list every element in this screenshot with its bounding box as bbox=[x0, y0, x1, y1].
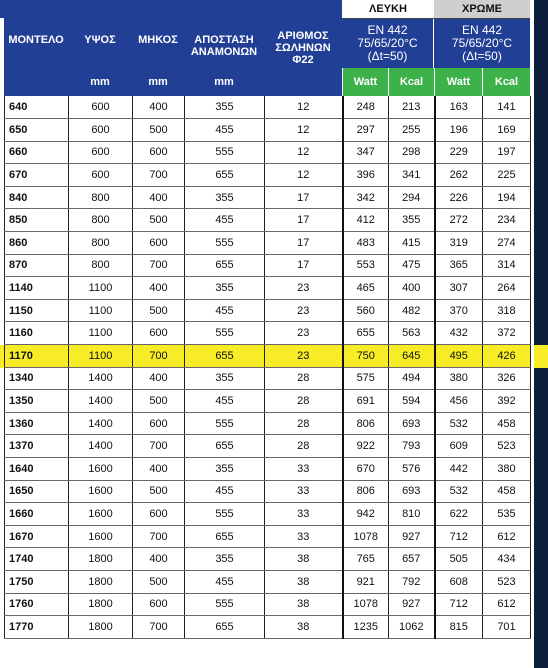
cell-tubes: 12 bbox=[265, 164, 343, 187]
group-header-white: ΛΕΥΚΗ bbox=[342, 0, 434, 19]
cell-chrome-watt: 609 bbox=[435, 435, 483, 458]
cell-model: 1140 bbox=[5, 277, 69, 300]
cell-white-watt: 806 bbox=[343, 480, 389, 503]
unit-height: mm bbox=[68, 68, 132, 96]
table-row bbox=[5, 435, 531, 458]
highlight-edge-right bbox=[534, 345, 548, 368]
cell-height: 600 bbox=[69, 164, 133, 187]
standard-line2: 75/65/20°C bbox=[451, 36, 513, 50]
cell-height: 1800 bbox=[69, 570, 133, 593]
cell-length: 600 bbox=[133, 232, 185, 255]
cell-model: 850 bbox=[5, 209, 69, 232]
table-row bbox=[5, 186, 531, 209]
unit-white-watt: Watt bbox=[342, 68, 388, 96]
cell-chrome-watt: 229 bbox=[435, 141, 483, 164]
cell-tubes: 38 bbox=[265, 548, 343, 571]
cell-length: 400 bbox=[133, 186, 185, 209]
cell-tubes: 38 bbox=[265, 616, 343, 639]
cell-distance: 455 bbox=[185, 209, 265, 232]
cell-white-watt: 553 bbox=[343, 254, 389, 277]
cell-tubes: 33 bbox=[265, 503, 343, 526]
cell-chrome-watt: 380 bbox=[435, 367, 483, 390]
cell-tubes: 23 bbox=[265, 322, 343, 345]
cell-model: 1750 bbox=[5, 570, 69, 593]
cell-distance: 355 bbox=[185, 277, 265, 300]
table-row bbox=[5, 390, 531, 413]
cell-tubes: 17 bbox=[265, 186, 343, 209]
standard-line2: 75/65/20°C bbox=[357, 36, 418, 50]
cell-model: 1370 bbox=[5, 435, 69, 458]
cell-height: 1800 bbox=[69, 593, 133, 616]
cell-distance: 655 bbox=[185, 254, 265, 277]
cell-length: 500 bbox=[133, 570, 185, 593]
cell-white-watt: 942 bbox=[343, 503, 389, 526]
cell-chrome-watt: 622 bbox=[435, 503, 483, 526]
cell-height: 600 bbox=[69, 141, 133, 164]
cell-chrome-kcal: 434 bbox=[483, 548, 531, 571]
cell-model: 1670 bbox=[5, 525, 69, 548]
highlight-edge-left bbox=[0, 345, 4, 368]
cell-white-kcal: 810 bbox=[389, 503, 435, 526]
cell-chrome-kcal: 701 bbox=[483, 616, 531, 639]
table-row bbox=[5, 164, 531, 187]
cell-tubes: 28 bbox=[265, 390, 343, 413]
cell-tubes: 23 bbox=[265, 299, 343, 322]
table-row bbox=[5, 345, 531, 368]
cell-tubes: 33 bbox=[265, 458, 343, 481]
cell-distance: 355 bbox=[185, 367, 265, 390]
cell-height: 1100 bbox=[69, 345, 133, 368]
cell-white-kcal: 475 bbox=[389, 254, 435, 277]
cell-model: 1340 bbox=[5, 367, 69, 390]
cell-white-kcal: 563 bbox=[389, 322, 435, 345]
cell-white-watt: 575 bbox=[343, 367, 389, 390]
cell-distance: 655 bbox=[185, 164, 265, 187]
table-row bbox=[5, 96, 531, 119]
cell-tubes: 12 bbox=[265, 96, 343, 119]
cell-white-watt: 342 bbox=[343, 186, 389, 209]
cell-chrome-watt: 163 bbox=[435, 96, 483, 119]
cell-tubes: 12 bbox=[265, 141, 343, 164]
standard-line3: (Δt=50) bbox=[367, 49, 408, 63]
cell-distance: 555 bbox=[185, 141, 265, 164]
table-row bbox=[5, 299, 531, 322]
cell-length: 500 bbox=[133, 390, 185, 413]
cell-height: 1400 bbox=[69, 412, 133, 435]
cell-white-watt: 396 bbox=[343, 164, 389, 187]
cell-distance: 355 bbox=[185, 186, 265, 209]
table-row bbox=[5, 119, 531, 142]
cell-white-kcal: 355 bbox=[389, 209, 435, 232]
cell-white-kcal: 298 bbox=[389, 141, 435, 164]
cell-tubes: 28 bbox=[265, 367, 343, 390]
cell-model: 1660 bbox=[5, 503, 69, 526]
group-header-chrome: ΧΡΩΜΕ bbox=[434, 0, 530, 19]
cell-chrome-kcal: 225 bbox=[483, 164, 531, 187]
cell-white-kcal: 927 bbox=[389, 593, 435, 616]
cell-white-watt: 1078 bbox=[343, 525, 389, 548]
cell-chrome-kcal: 523 bbox=[483, 435, 531, 458]
cell-tubes: 28 bbox=[265, 435, 343, 458]
table-row bbox=[5, 277, 531, 300]
cell-model: 840 bbox=[5, 186, 69, 209]
cell-height: 1100 bbox=[69, 277, 133, 300]
table-row bbox=[5, 254, 531, 277]
unit-chrome-watt: Watt bbox=[434, 68, 482, 96]
unit-length: mm bbox=[132, 68, 184, 96]
cell-model: 1170 bbox=[5, 345, 69, 368]
cell-model: 1770 bbox=[5, 616, 69, 639]
cell-height: 800 bbox=[69, 232, 133, 255]
cell-chrome-watt: 442 bbox=[435, 458, 483, 481]
cell-height: 1800 bbox=[69, 616, 133, 639]
cell-model: 1650 bbox=[5, 480, 69, 503]
cell-model: 1640 bbox=[5, 458, 69, 481]
cell-chrome-kcal: 274 bbox=[483, 232, 531, 255]
cell-chrome-kcal: 141 bbox=[483, 96, 531, 119]
cell-height: 1400 bbox=[69, 435, 133, 458]
cell-distance: 555 bbox=[185, 322, 265, 345]
cell-model: 1360 bbox=[5, 412, 69, 435]
cell-tubes: 23 bbox=[265, 277, 343, 300]
cell-chrome-watt: 262 bbox=[435, 164, 483, 187]
cell-white-watt: 921 bbox=[343, 570, 389, 593]
cell-chrome-kcal: 523 bbox=[483, 570, 531, 593]
cell-length: 700 bbox=[133, 345, 185, 368]
cell-tubes: 17 bbox=[265, 232, 343, 255]
cell-white-watt: 1235 bbox=[343, 616, 389, 639]
cell-tubes: 12 bbox=[265, 119, 343, 142]
table-row bbox=[5, 412, 531, 435]
cell-white-watt: 483 bbox=[343, 232, 389, 255]
unit-white-kcal: Kcal bbox=[388, 68, 434, 96]
cell-white-watt: 922 bbox=[343, 435, 389, 458]
cell-tubes: 17 bbox=[265, 254, 343, 277]
cell-chrome-kcal: 458 bbox=[483, 480, 531, 503]
cell-white-watt: 655 bbox=[343, 322, 389, 345]
unit-tubes bbox=[264, 68, 342, 96]
cell-distance: 455 bbox=[185, 570, 265, 593]
cell-white-kcal: 482 bbox=[389, 299, 435, 322]
cell-model: 660 bbox=[5, 141, 69, 164]
cell-distance: 655 bbox=[185, 616, 265, 639]
cell-white-kcal: 341 bbox=[389, 164, 435, 187]
cell-length: 500 bbox=[133, 299, 185, 322]
cell-height: 1400 bbox=[69, 367, 133, 390]
table-row bbox=[5, 480, 531, 503]
cell-distance: 655 bbox=[185, 345, 265, 368]
cell-white-watt: 670 bbox=[343, 458, 389, 481]
cell-length: 700 bbox=[133, 525, 185, 548]
cell-chrome-watt: 815 bbox=[435, 616, 483, 639]
col-header-model: ΜΟΝΤΕΛΟ bbox=[4, 18, 68, 68]
cell-chrome-kcal: 169 bbox=[483, 119, 531, 142]
standard-line1: EN 442 bbox=[461, 23, 503, 37]
cell-chrome-watt: 319 bbox=[435, 232, 483, 255]
cell-height: 1100 bbox=[69, 299, 133, 322]
cell-white-watt: 1078 bbox=[343, 593, 389, 616]
cell-distance: 355 bbox=[185, 458, 265, 481]
cell-white-kcal: 645 bbox=[389, 345, 435, 368]
cell-chrome-kcal: 234 bbox=[483, 209, 531, 232]
cell-white-watt: 412 bbox=[343, 209, 389, 232]
cell-tubes: 17 bbox=[265, 209, 343, 232]
unit-model bbox=[4, 68, 68, 96]
table-row bbox=[5, 458, 531, 481]
cell-model: 860 bbox=[5, 232, 69, 255]
table-row bbox=[5, 322, 531, 345]
cell-white-watt: 691 bbox=[343, 390, 389, 413]
cell-white-kcal: 793 bbox=[389, 435, 435, 458]
cell-chrome-watt: 365 bbox=[435, 254, 483, 277]
cell-model: 1350 bbox=[5, 390, 69, 413]
cell-model: 870 bbox=[5, 254, 69, 277]
cell-length: 600 bbox=[133, 322, 185, 345]
cell-length: 600 bbox=[133, 141, 185, 164]
cell-chrome-watt: 456 bbox=[435, 390, 483, 413]
cell-length: 600 bbox=[133, 593, 185, 616]
cell-tubes: 38 bbox=[265, 593, 343, 616]
cell-chrome-kcal: 535 bbox=[483, 503, 531, 526]
cell-white-kcal: 927 bbox=[389, 525, 435, 548]
table-row bbox=[5, 503, 531, 526]
cell-chrome-watt: 712 bbox=[435, 593, 483, 616]
table-row bbox=[5, 232, 531, 255]
cell-white-kcal: 693 bbox=[389, 480, 435, 503]
cell-distance: 355 bbox=[185, 96, 265, 119]
cell-tubes: 38 bbox=[265, 570, 343, 593]
cell-chrome-watt: 370 bbox=[435, 299, 483, 322]
cell-tubes: 33 bbox=[265, 480, 343, 503]
cell-tubes: 23 bbox=[265, 345, 343, 368]
cell-distance: 655 bbox=[185, 435, 265, 458]
cell-white-kcal: 594 bbox=[389, 390, 435, 413]
cell-chrome-watt: 307 bbox=[435, 277, 483, 300]
cell-length: 500 bbox=[133, 119, 185, 142]
cell-distance: 555 bbox=[185, 593, 265, 616]
cell-model: 1150 bbox=[5, 299, 69, 322]
cell-height: 600 bbox=[69, 119, 133, 142]
cell-length: 700 bbox=[133, 164, 185, 187]
cell-height: 1600 bbox=[69, 458, 133, 481]
cell-chrome-watt: 608 bbox=[435, 570, 483, 593]
standard-header-white bbox=[342, 19, 434, 68]
cell-height: 600 bbox=[69, 96, 133, 119]
cell-white-kcal: 255 bbox=[389, 119, 435, 142]
cell-chrome-kcal: 458 bbox=[483, 412, 531, 435]
cell-height: 800 bbox=[69, 254, 133, 277]
unit-distance: mm bbox=[184, 68, 264, 96]
cell-white-kcal: 1062 bbox=[389, 616, 435, 639]
cell-distance: 555 bbox=[185, 232, 265, 255]
cell-height: 800 bbox=[69, 209, 133, 232]
col-header-distance: ΑΠΟΣΤΑΣΗ ΑΝΑΜΟΝΩΝ bbox=[184, 18, 264, 68]
cell-white-watt: 347 bbox=[343, 141, 389, 164]
cell-distance: 455 bbox=[185, 480, 265, 503]
cell-height: 1400 bbox=[69, 390, 133, 413]
cell-chrome-watt: 226 bbox=[435, 186, 483, 209]
cell-white-watt: 248 bbox=[343, 96, 389, 119]
table-row bbox=[5, 367, 531, 390]
cell-white-kcal: 494 bbox=[389, 367, 435, 390]
cell-chrome-watt: 196 bbox=[435, 119, 483, 142]
unit-chrome-kcal: Kcal bbox=[482, 68, 530, 96]
cell-distance: 555 bbox=[185, 503, 265, 526]
cell-length: 400 bbox=[133, 458, 185, 481]
cell-white-kcal: 693 bbox=[389, 412, 435, 435]
cell-length: 700 bbox=[133, 254, 185, 277]
cell-white-kcal: 657 bbox=[389, 548, 435, 571]
table-row bbox=[5, 593, 531, 616]
col-header-length: ΜΗΚΟΣ bbox=[132, 18, 184, 68]
table-row bbox=[5, 141, 531, 164]
cell-white-kcal: 415 bbox=[389, 232, 435, 255]
cell-model: 650 bbox=[5, 119, 69, 142]
cell-length: 500 bbox=[133, 480, 185, 503]
table-row bbox=[5, 616, 531, 639]
col-header-tubes: ΑΡΙΘΜΟΣ ΣΩΛΗΝΩΝ Φ22 bbox=[264, 18, 342, 68]
cell-height: 1600 bbox=[69, 480, 133, 503]
cell-distance: 355 bbox=[185, 548, 265, 571]
cell-chrome-kcal: 197 bbox=[483, 141, 531, 164]
cell-distance: 455 bbox=[185, 119, 265, 142]
header-top-strip bbox=[0, 0, 342, 18]
cell-height: 1600 bbox=[69, 525, 133, 548]
cell-length: 600 bbox=[133, 503, 185, 526]
cell-white-watt: 465 bbox=[343, 277, 389, 300]
table-row bbox=[5, 548, 531, 571]
cell-white-kcal: 792 bbox=[389, 570, 435, 593]
table-row bbox=[5, 209, 531, 232]
cell-chrome-kcal: 612 bbox=[483, 525, 531, 548]
cell-white-kcal: 400 bbox=[389, 277, 435, 300]
cell-white-watt: 750 bbox=[343, 345, 389, 368]
cell-chrome-kcal: 314 bbox=[483, 254, 531, 277]
cell-chrome-kcal: 194 bbox=[483, 186, 531, 209]
cell-chrome-watt: 532 bbox=[435, 480, 483, 503]
cell-white-watt: 560 bbox=[343, 299, 389, 322]
standard-line3: (Δt=50) bbox=[462, 49, 502, 63]
cell-chrome-kcal: 264 bbox=[483, 277, 531, 300]
cell-white-watt: 765 bbox=[343, 548, 389, 571]
table-row bbox=[5, 525, 531, 548]
cell-tubes: 28 bbox=[265, 412, 343, 435]
cell-chrome-kcal: 372 bbox=[483, 322, 531, 345]
cell-chrome-watt: 495 bbox=[435, 345, 483, 368]
cell-model: 1160 bbox=[5, 322, 69, 345]
cell-white-watt: 297 bbox=[343, 119, 389, 142]
cell-model: 1740 bbox=[5, 548, 69, 571]
cell-length: 700 bbox=[133, 435, 185, 458]
cell-height: 1600 bbox=[69, 503, 133, 526]
cell-chrome-watt: 505 bbox=[435, 548, 483, 571]
cell-distance: 655 bbox=[185, 525, 265, 548]
cell-height: 1100 bbox=[69, 322, 133, 345]
cell-length: 400 bbox=[133, 277, 185, 300]
cell-chrome-kcal: 426 bbox=[483, 345, 531, 368]
cell-distance: 455 bbox=[185, 390, 265, 413]
cell-white-kcal: 294 bbox=[389, 186, 435, 209]
cell-white-kcal: 576 bbox=[389, 458, 435, 481]
cell-chrome-watt: 432 bbox=[435, 322, 483, 345]
table-row bbox=[5, 570, 531, 593]
cell-length: 400 bbox=[133, 367, 185, 390]
cell-model: 640 bbox=[5, 96, 69, 119]
cell-length: 700 bbox=[133, 616, 185, 639]
standard-line1: EN 442 bbox=[367, 23, 408, 37]
cell-distance: 455 bbox=[185, 299, 265, 322]
cell-chrome-watt: 712 bbox=[435, 525, 483, 548]
col-header-height: ΥΨΟΣ bbox=[68, 18, 132, 68]
cell-height: 1800 bbox=[69, 548, 133, 571]
cell-distance: 555 bbox=[185, 412, 265, 435]
standard-header-chrome bbox=[434, 19, 530, 68]
cell-white-kcal: 213 bbox=[389, 96, 435, 119]
cell-length: 400 bbox=[133, 96, 185, 119]
cell-model: 670 bbox=[5, 164, 69, 187]
cell-length: 500 bbox=[133, 209, 185, 232]
cell-length: 400 bbox=[133, 548, 185, 571]
cell-model: 1760 bbox=[5, 593, 69, 616]
cell-length: 600 bbox=[133, 412, 185, 435]
cell-chrome-watt: 532 bbox=[435, 412, 483, 435]
cell-chrome-kcal: 612 bbox=[483, 593, 531, 616]
cell-height: 800 bbox=[69, 186, 133, 209]
cell-white-watt: 806 bbox=[343, 412, 389, 435]
cell-chrome-kcal: 318 bbox=[483, 299, 531, 322]
spec-table bbox=[4, 96, 531, 639]
cell-chrome-kcal: 326 bbox=[483, 367, 531, 390]
cell-chrome-watt: 272 bbox=[435, 209, 483, 232]
cell-chrome-kcal: 392 bbox=[483, 390, 531, 413]
cell-chrome-kcal: 380 bbox=[483, 458, 531, 481]
cell-tubes: 33 bbox=[265, 525, 343, 548]
